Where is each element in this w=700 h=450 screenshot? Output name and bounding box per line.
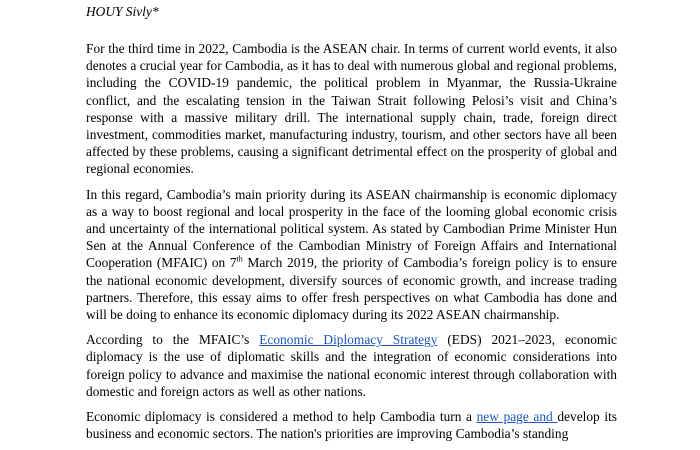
author-name: HOUY Sivly* — [86, 4, 159, 19]
paragraph-method-text-start: Economic diplomacy is considered a method to help Cambodia turn a — [86, 409, 477, 425]
paragraph-method-text-end: develop its business and economic sectors. The nation's priorities are improving Cambodia’s standing — [86, 409, 618, 442]
paragraph-intro: For the third time in 2022, Cambodia is the ASEAN chair. In terms of current world events, it also denotes a crucial year for Cambodia, as it has to deal with numerous global and regional problems, including the COVID-19 pandemic, the political problem in Myanmar, the Russia-Ukraine conflict, and the escalating tension in the Taiwan Strait following Pelosi’s visit and China’s response with a massive military drill. The international supply chain, trade, foreign direct investment, commodities market, manufacturing industry, tourism, and other sectors have all been affected by these problems, causing a significant detrimental effect on the prosperity of global and regional economies. — [86, 41, 617, 177]
paragraph-priority — [86, 186, 617, 324]
paragraph-method — [86, 408, 617, 442]
article-body — [86, 40, 617, 450]
paragraph-priority-text-start: In this regard, Cambodia’s main priority during its ASEAN chairmanship is economic diplomacy as a way to boost regional and local prosperity in the face of the looming global economic crisis and uncertainty of the international political system. As stated by Cambodian Prime Minister Hun Sen at the Annual Conference of the Cambodian Ministry of Foreign Affairs and International Cooperation (MFAIC) on 7 — [86, 186, 617, 271]
paragraph-definition-text-end: (EDS) 2021–2023, economic diplomacy is the use of diplomatic skills and the integration of economic considerations into foreign policy to advance and maximise the national economic interest through collaboration with domestic and foreign actors as well as other nations. — [86, 332, 617, 399]
paragraph-definition-text-start: According to the MFAIC’s — [86, 332, 260, 348]
new-page-link[interactable]: new page and — [476, 409, 558, 425]
economic-diplomacy-strategy-link[interactable]: Economic Diplomacy Strategy — [259, 332, 438, 348]
ordinal-superscript: th — [236, 254, 243, 264]
paragraph-definition — [86, 331, 617, 400]
paragraph-priority-text-end: March 2019, the priority of Cambodia’s foreign policy is to ensure the national economic development, diversify sources of economic growth, and increase trading partners. Therefore, this essay aims to offer fresh perspectives on what Cambodia has done and will be doing to enhance its economic diplomacy during its 2022 ASEAN chairmanship. — [86, 255, 617, 323]
